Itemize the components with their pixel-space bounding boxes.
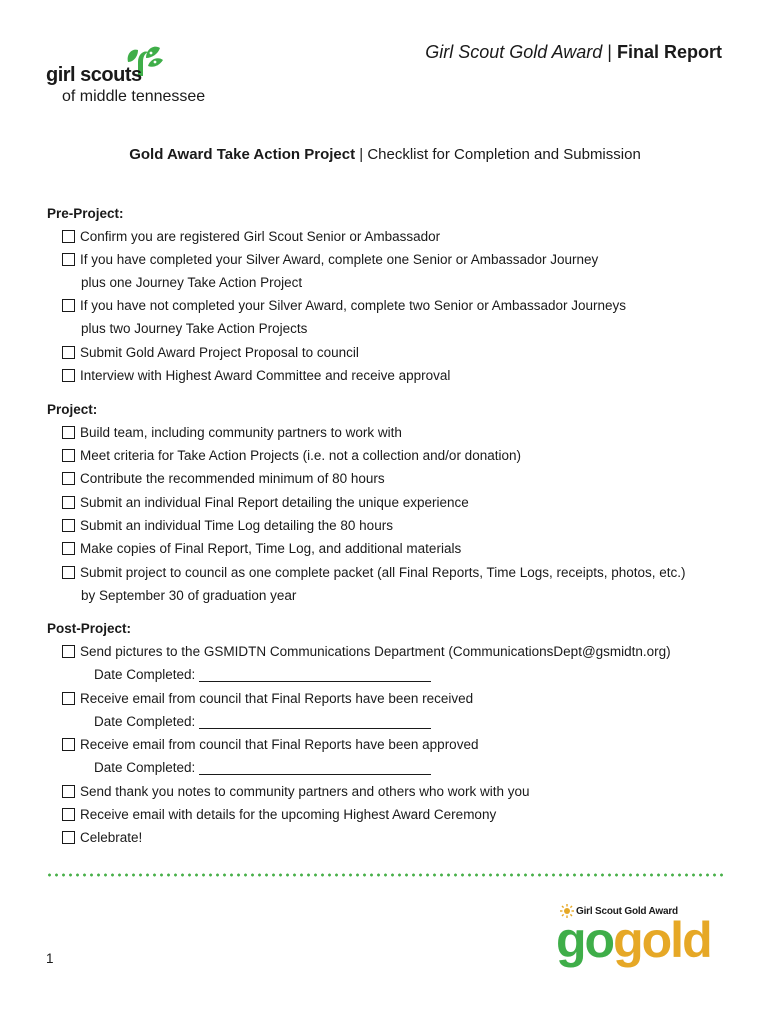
checkbox[interactable]: [62, 645, 75, 658]
logo-line-2: of middle tennessee: [62, 88, 206, 105]
logo-line-1: girl scouts: [46, 64, 142, 86]
checklist-item-continuation: by September 30 of graduation year: [81, 588, 297, 603]
checkbox[interactable]: [62, 831, 75, 844]
checklist-item: Receive email from council that Final Reports have been approved: [62, 737, 478, 752]
checklist-item: If you have completed your Silver Award, complete one Senior or Ambassador Journey: [62, 252, 598, 267]
doc-title-rest: | Checklist for Completion and Submission: [355, 146, 641, 163]
doc-title: [0, 146, 770, 163]
checkbox[interactable]: [62, 472, 75, 485]
header-separator: |: [602, 42, 617, 62]
checklist-item: Make copies of Final Report, Time Log, and additional materials: [62, 541, 461, 556]
date-blank-line[interactable]: [199, 716, 431, 729]
checkbox[interactable]: [62, 519, 75, 532]
checkbox[interactable]: [62, 808, 75, 821]
date-completed-field[interactable]: Date Completed:: [94, 667, 431, 682]
checkbox[interactable]: [62, 449, 75, 462]
checkbox[interactable]: [62, 542, 75, 555]
go-gold-logo: [556, 902, 728, 972]
checkbox[interactable]: [62, 230, 75, 243]
checklist-item: Send thank you notes to community partners and others who work with you: [62, 784, 530, 799]
project-heading: Project:: [47, 402, 98, 417]
header-title: [425, 42, 722, 63]
pre-project-heading: Pre-Project:: [47, 206, 124, 221]
go-gold-tagline: Girl Scout Gold Award: [576, 906, 678, 917]
header-title-italic: Girl Scout Gold Award: [425, 42, 603, 62]
checkbox[interactable]: [62, 299, 75, 312]
checkbox[interactable]: [62, 785, 75, 798]
checkbox[interactable]: [62, 346, 75, 359]
date-completed-field[interactable]: Date Completed:: [94, 714, 431, 729]
date-completed-field[interactable]: Date Completed:: [94, 760, 431, 775]
checklist-item: Receive email with details for the upcoming Highest Award Ceremony: [62, 807, 496, 822]
checkbox[interactable]: [62, 496, 75, 509]
checkbox[interactable]: [62, 692, 75, 705]
checkbox[interactable]: [62, 253, 75, 266]
post-project-heading: Post-Project:: [47, 621, 132, 636]
checklist-item: Receive email from council that Final Reports have been received: [62, 691, 473, 706]
header-title-bold: Final Report: [616, 42, 722, 62]
dotted-divider: [46, 873, 724, 877]
checklist-item-continuation: plus one Journey Take Action Project: [81, 275, 303, 290]
go-gold-wordmark: gogold: [556, 912, 711, 968]
checklist-item: Meet criteria for Take Action Projects (i.e. not a collection and/or donation): [62, 448, 521, 463]
checklist-item: Confirm you are registered Girl Scout Senior or Ambassador: [62, 229, 440, 244]
checklist-item: Celebrate!: [62, 830, 142, 845]
checklist-item-continuation: plus two Journey Take Action Projects: [81, 321, 308, 336]
date-blank-line[interactable]: [199, 669, 431, 682]
checklist-item: Submit an individual Final Report detailing the unique experience: [62, 495, 469, 510]
checklist-item: Submit Gold Award Project Proposal to council: [62, 345, 359, 360]
page-number: 1: [46, 951, 54, 966]
checklist-item: Contribute the recommended minimum of 80 hours: [62, 471, 385, 486]
checkbox[interactable]: [62, 738, 75, 751]
date-blank-line[interactable]: [199, 762, 431, 775]
checklist-item: Build team, including community partners to work with: [62, 425, 402, 440]
checklist-item: Submit an individual Time Log detailing the 80 hours: [62, 518, 393, 533]
checklist-item: Send pictures to the GSMIDTN Communications Department (CommunicationsDept@gsmidtn.org): [62, 644, 671, 659]
checklist-item: If you have not completed your Silver Award, complete two Senior or Ambassador Journeys: [62, 298, 626, 313]
checkbox[interactable]: [62, 369, 75, 382]
doc-title-bold: Gold Award Take Action Project: [129, 146, 356, 163]
girl-scouts-logo: [46, 44, 246, 110]
checklist-item: Submit project to council as one complete packet (all Final Reports, Time Logs, receipts, photos, etc.): [62, 565, 686, 580]
checkbox[interactable]: [62, 566, 75, 579]
checklist-item: Interview with Highest Award Committee and receive approval: [62, 368, 450, 383]
checkbox[interactable]: [62, 426, 75, 439]
